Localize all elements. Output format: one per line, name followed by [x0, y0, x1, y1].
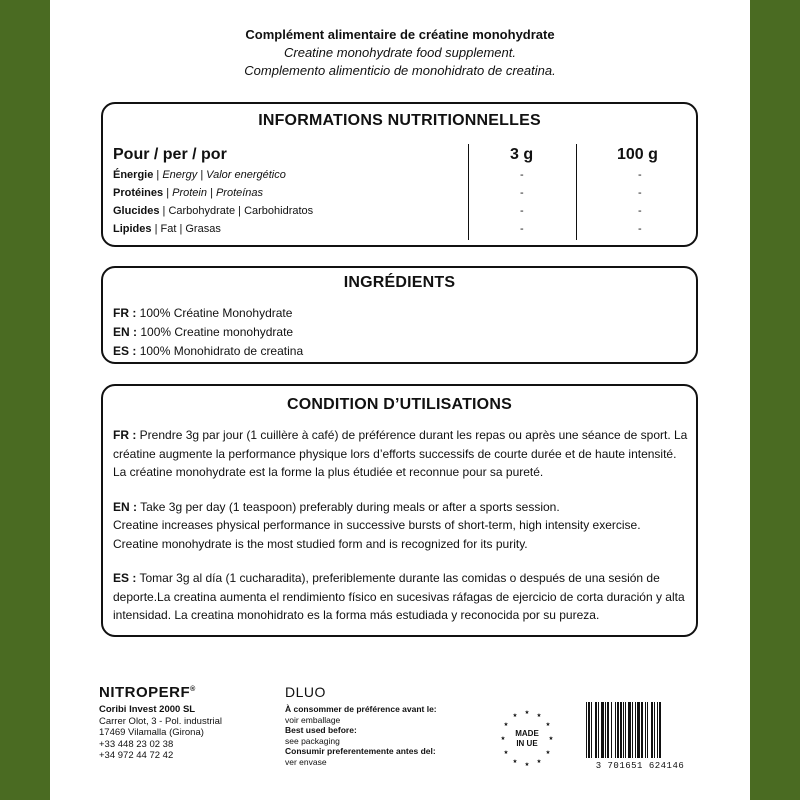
fat-100g-value: - — [638, 223, 642, 235]
barcode-bar — [628, 702, 631, 758]
made-in-ue-badge — [497, 708, 557, 768]
barcode-bar — [654, 702, 655, 758]
nutrition-col-100g: 100 g — [617, 146, 658, 163]
barcode-bar — [586, 702, 587, 758]
barcode-bar — [625, 702, 626, 758]
nutrition-col-3g: 3 g — [510, 146, 534, 163]
conditions-lang: EN : — [113, 499, 137, 514]
nutrient-others: Protein | Proteínas — [172, 187, 264, 199]
conditions-lang: ES : — [113, 571, 137, 585]
phone-1: +33 448 23 02 38 — [99, 738, 174, 750]
nutrient-others: Carbohydrate | Carbohidratos — [168, 205, 314, 217]
ingredient-fr — [113, 304, 303, 323]
conditions-es — [113, 569, 693, 625]
ingredient-text: 100% Créatine Monohydrate — [139, 306, 293, 320]
product-header — [50, 26, 750, 80]
dluo-en-value: see packaging — [285, 735, 340, 746]
phone-2: +34 972 44 72 42 — [99, 750, 174, 761]
barcode-bar — [659, 702, 661, 758]
barcode-bar — [651, 702, 653, 758]
svg-text:★: ★ — [536, 713, 542, 719]
conditions-fr — [113, 426, 693, 482]
fat-3g-value: - — [520, 223, 524, 235]
carbs-3g-value: - — [520, 205, 524, 217]
carbs-100g-value: - — [638, 205, 642, 217]
dluo-fr-label: À consommer de préférence avant le: — [285, 704, 437, 714]
barcode-bar — [635, 702, 636, 758]
conditions-text — [113, 426, 693, 641]
energy-100g-value: - — [638, 169, 642, 181]
ingredients-list — [113, 304, 303, 361]
barcode-bar — [623, 702, 624, 758]
nutrient-others: Fat | Grasas — [160, 223, 221, 235]
nutrient-fr: Glucides — [113, 205, 160, 217]
conditions-es-text: Tomar 3g al día (1 cucharadita), preferiblemente durante las comidas o después de una sesión de deporte.La creatina aumenta el rendimiento físico en sucesivas ráfagas de ejercicio de corta duración y alta intensidad. La creatina monohidrato es la forma más estudiada y reconocida por su pureza. — [113, 571, 685, 622]
ingredients-box — [101, 266, 698, 364]
conditions-en-text-2: Creatine increases physical performance in successive bursts of short-term, high intensity exercise. — [113, 518, 641, 532]
header-es: Complemento alimenticio de monohidrato de creatina. — [244, 63, 556, 78]
nutrient-fr: Énergie — [113, 169, 154, 181]
barcode — [580, 700, 700, 764]
dluo-title: DLUO — [285, 684, 326, 700]
brand-logo — [99, 684, 196, 701]
conditions-lang: FR : — [113, 428, 137, 442]
svg-text:★: ★ — [500, 736, 506, 742]
ingredient-lang: EN : — [113, 325, 137, 339]
barcode-bar — [637, 702, 640, 758]
barcode-bar — [641, 702, 643, 758]
ingredient-text: 100% Monohidrato de creatina — [139, 344, 304, 358]
nutrient-fr: Lipides — [113, 223, 152, 235]
svg-text:★: ★ — [503, 722, 509, 728]
barcode-number: 3 701651 624146 — [595, 761, 685, 771]
barcode-bar — [657, 702, 658, 758]
address-line-1: Carrer Olot, 3 - Pol. industrial — [99, 715, 223, 727]
dluo-es-label: Consumir preferentemente antes del: — [285, 746, 436, 756]
barcode-bar — [591, 702, 592, 758]
barcode-bar — [607, 702, 609, 758]
barcode-bar — [617, 702, 619, 758]
barcode-bar — [620, 702, 622, 758]
svg-text:★: ★ — [524, 710, 530, 716]
ingredient-es — [113, 342, 303, 361]
protein-3g-value: - — [520, 187, 524, 199]
left-green-band — [0, 0, 50, 800]
barcode-bar — [645, 702, 646, 758]
company-address — [99, 704, 222, 762]
nutrient-fr: Protéines — [113, 187, 164, 199]
svg-text:★: ★ — [548, 736, 554, 742]
nutrition-title: INFORMATIONS NUTRITIONNELLES — [258, 112, 541, 129]
nutrition-row-fat: Lipides | Fat | Grasas — [113, 223, 221, 235]
address-line-2: 17469 Vilamalla (Girona) — [99, 727, 204, 738]
company-name: Coribi Invest 2000 SL — [99, 704, 196, 715]
energy-3g-value: - — [520, 169, 524, 181]
conditions-en-text-1: Take 3g per day (1 teaspoon) preferably during meals or after a sports session. — [140, 499, 560, 514]
protein-100g-value: - — [638, 187, 642, 199]
barcode-bar — [605, 702, 606, 758]
made-line-1: MADE — [515, 729, 539, 738]
svg-text:★: ★ — [545, 750, 551, 756]
svg-text:★: ★ — [503, 750, 509, 756]
barcode-bar — [611, 702, 612, 758]
barcode-bar — [615, 702, 616, 758]
svg-text:★: ★ — [512, 759, 518, 765]
nutrition-row-energy: Énergie | Energy | Valor energético — [113, 169, 286, 181]
ingredient-lang: FR : — [113, 306, 137, 320]
brand-name: NITROPERF — [99, 684, 191, 701]
barcode-bar — [632, 702, 633, 758]
ingredient-text: 100% Creatine monohydrate — [140, 325, 294, 339]
barcode-bar — [595, 702, 597, 758]
conditions-en-text-3: Creatine monohydrate is the most studied form and is recognized for its purity. — [113, 536, 528, 551]
conditions-en — [113, 498, 693, 554]
header-en: Creatine monohydrate food supplement. — [284, 45, 516, 60]
dluo-info — [285, 704, 437, 767]
nutrition-per-label: Pour / per / por — [113, 146, 227, 163]
barcode-bar — [647, 702, 648, 758]
dluo-fr-value: voir emballage — [285, 714, 341, 725]
svg-text:★: ★ — [536, 759, 542, 765]
svg-text:★: ★ — [512, 713, 518, 719]
conditions-box — [101, 384, 698, 637]
nutrition-row-protein: Protéines | Protein | Proteínas — [113, 187, 264, 199]
dluo-es-value: ver envase — [285, 756, 327, 767]
brand-registered-mark: ® — [190, 686, 196, 693]
label-panel — [50, 0, 750, 800]
nutrient-others: Energy | Valor energético — [162, 169, 286, 181]
barcode-bar — [588, 702, 590, 758]
barcode-bar — [598, 702, 599, 758]
svg-text:★: ★ — [524, 762, 530, 768]
ingredient-lang: ES : — [113, 344, 137, 358]
barcode-bar — [601, 702, 604, 758]
nutrition-row-carbs: Glucides | Carbohydrate | Carbohidratos — [113, 205, 314, 217]
dluo-en-label: Best used before: — [285, 725, 357, 735]
conditions-fr-text: Prendre 3g par jour (1 cuillère à café) de préférence durant les repas ou après une séance de sport. La créatine augmente la performance physique lors d’efforts successifs de courte durée et de haute intensité. La créatine monohydrate est la forme la plus étudiée et reconnue pour sa pureté. — [113, 428, 688, 479]
conditions-title: CONDITION D’UTILISATIONS — [287, 396, 512, 413]
ingredients-title: INGRÉDIENTS — [343, 274, 456, 291]
nutrition-divider-1 — [468, 144, 469, 240]
header-fr: Complément alimentaire de créatine monohydrate — [245, 27, 555, 42]
nutrition-box — [101, 102, 698, 247]
ingredient-en — [113, 323, 303, 342]
right-green-band — [750, 0, 800, 800]
nutrition-divider-2 — [576, 144, 577, 240]
made-line-2: IN UE — [516, 739, 538, 748]
svg-text:★: ★ — [545, 722, 551, 728]
